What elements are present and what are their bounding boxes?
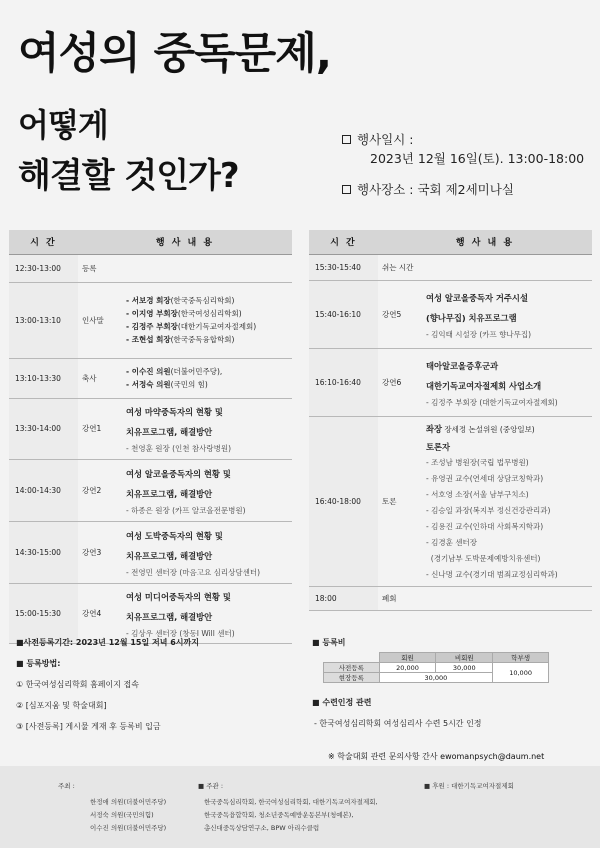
fee-row-label: 사전등록 (324, 663, 380, 673)
chair-name: 장세정 논설위원 (중앙일보) (444, 425, 535, 434)
lecture-title: 여성 미디어중독자의 현황 및 (126, 591, 231, 602)
schedule-row (309, 586, 592, 610)
panelist: - 유영권 교수(연세대 상담코칭학과) (426, 474, 544, 483)
sponsors-band (0, 766, 600, 848)
event-place: 행사장소 : 국회 제2세미나실 (342, 180, 514, 198)
lecturer: - 하종은 원장 (카프 알코올전문병원) (126, 505, 246, 515)
event-date-label: 행사일시 : (342, 130, 414, 148)
panelist: - 서호영 소장(서울 남부구치소) (426, 490, 529, 499)
schedule-time: 15:40-16:10 (309, 280, 378, 348)
lecture-title: 여성 도박중독자의 현황 및 (126, 530, 223, 541)
lecturer: - 천영훈 원장 (인천 참사랑병원) (126, 444, 232, 453)
speaker-line (126, 365, 292, 378)
lecturer: - 김정주 부회장 (대한기독교여자절제회) (426, 397, 558, 407)
panelist: - 김승일 과장(복지부 정신건강관리과) (426, 506, 551, 515)
schedule-time: 16:10-16:40 (309, 348, 378, 416)
fee-row-label: 현장등록 (324, 673, 380, 683)
registration-period: ■사전등록기간: 2023년 12월 15일 저녁 6시까지 (16, 638, 199, 647)
schedule-type: 등록 (78, 254, 122, 282)
registration-step: ① 한국여성심리학회 홈페이지 접속 (16, 680, 139, 689)
speaker-name: - 서정숙 의원 (126, 380, 171, 389)
speaker-name: - 이지영 부회장 (126, 309, 178, 318)
schedule-row (309, 416, 592, 586)
inquiry-contact: ※ 학술대회 관련 문의사항 간사 ewomanpsych@daum.net (328, 752, 545, 761)
fee-cell: 20,000 (379, 663, 436, 673)
right-schedule-table (309, 230, 592, 611)
speaker-affiliation: (국민의 힘) (170, 380, 208, 389)
schedule-time: 15:00-15:30 (9, 583, 78, 643)
registration-step: ② [심포지움 및 학술대회] (16, 701, 107, 710)
speaker-line (126, 294, 292, 307)
panelist: - 신나명 교수(경기대 범죄교정심리학과) (426, 570, 558, 579)
organizer-list: 한국중독심리학회, 한국여성심리학회, 대한기독교여자절제회, 한국중독융합학회, 청소년중독예방운동본부(청예본), 총신대중독상담연구소, BPW 아리수클럽 (204, 798, 378, 832)
schedule-type: 쉬는 시간 (378, 254, 592, 280)
schedule-time: 14:30-15:00 (9, 521, 78, 583)
lecture-title: 여성 알코올중독자 거주시설 (426, 292, 528, 303)
schedule-type: 강연4 (78, 583, 122, 643)
schedule-row (9, 358, 292, 398)
checkbox-square-icon (342, 135, 351, 144)
schedule-time: 13:00-13:10 (9, 282, 78, 358)
credit-info (312, 692, 482, 734)
speaker-name: - 서보경 회장 (126, 296, 171, 305)
speaker-line (126, 378, 292, 391)
fee-cell: 30,000 (379, 673, 493, 683)
schedule-type: 폐회 (378, 586, 592, 610)
schedule-content (122, 254, 292, 282)
schedule-type: 토론 (378, 416, 422, 586)
schedule-row (9, 521, 292, 583)
registration-step: ③ [사전등록] 게시물 게재 후 등록비 입금 (16, 722, 161, 731)
lecture-title: (향나무집) 치유프로그램 (426, 312, 517, 323)
schedule-row (309, 280, 592, 348)
schedule-type: 강연6 (378, 348, 422, 416)
header-content: 행 사 내 용 (378, 230, 592, 254)
chair-line (426, 419, 592, 440)
schedule-row (9, 459, 292, 521)
schedule-row (309, 348, 592, 416)
schedule-type: 강연1 (78, 398, 122, 459)
header-time: 시 간 (9, 230, 78, 254)
schedule-type: 축사 (78, 358, 122, 398)
fee-header: 학부생 (493, 653, 549, 663)
schedule-row (9, 398, 292, 459)
host-list: 한정애 의원(더불어민주당) 서정숙 의원(국민의힘) 이수진 의원(더불어민주당) (90, 798, 167, 832)
header-time: 시 간 (309, 230, 378, 254)
fee-header: 회원 (379, 653, 436, 663)
schedule-time: 15:30-15:40 (309, 254, 378, 280)
speaker-line (126, 333, 292, 346)
panelist: - 김용진 교수(인하대 사회복지학과) (426, 522, 544, 531)
schedule-content (422, 280, 592, 348)
lecture-title: 치유프로그램, 해결방안 (126, 611, 213, 622)
speaker-name: - 이수진 의원 (126, 367, 171, 376)
speaker-affiliation: (한국중독심리학회) (170, 296, 235, 305)
host-label: 주최 : (58, 782, 75, 790)
schedule-time: 18:00 (309, 586, 378, 610)
registration-info (16, 632, 199, 737)
schedule-type: 인사말 (78, 282, 122, 358)
lecture-title: 대한기독교여자절제회 사업소개 (426, 380, 542, 391)
event-date-value: 2023년 12월 16일(토). 13:00-18:00 (370, 151, 585, 166)
lecture-title: 여성 알코올중독자의 현황 및 (126, 468, 231, 479)
speaker-affiliation: (한국여성심리학회) (177, 309, 242, 318)
schedule-time: 16:40-18:00 (309, 416, 378, 586)
lecture-title: 치유프로그램, 해결방안 (126, 427, 213, 437)
speaker-affiliation: (대한기독교여자절제회) (177, 322, 257, 331)
lecture-title: 치유프로그램, 해결방안 (126, 550, 213, 561)
schedule-content (122, 358, 292, 398)
panelist: - 조성남 병원장(국립 법무병원) (426, 458, 529, 467)
panel-label: 토론자 (426, 442, 451, 452)
chair-label: 좌장 (426, 424, 443, 434)
lecture-title: 치유프로그램, 해결방안 (126, 488, 213, 499)
schedule-time: 13:30-14:00 (9, 398, 78, 459)
credit-text: - 한국여성심리학회 여성심리사 수련 5시간 인정 (314, 719, 482, 728)
schedule-type: 강연2 (78, 459, 122, 521)
organizer-label: ■ 주관 : (198, 782, 224, 790)
credit-label: ■ 수련인정 관련 (312, 698, 372, 707)
schedule-content (122, 282, 292, 358)
title-line-2: 어떻게 (18, 106, 108, 144)
schedule-time: 14:00-14:30 (9, 459, 78, 521)
speaker-name: - 김정주 부회장 (126, 322, 178, 331)
speaker-affiliation: (더불어민주당), (170, 367, 223, 376)
registration-method-label: ■ 등록방법: (16, 659, 61, 668)
fee-cell: 30,000 (436, 663, 493, 673)
lecturer: - 김상우 센터장 (창동I Will 센터) (126, 628, 235, 638)
schedule-content (122, 398, 292, 459)
title-line-1: 여성의 중독문제, (18, 29, 332, 79)
fee-header: 비회원 (436, 653, 493, 663)
panelist: - 김경훈 센터장 (426, 538, 477, 547)
lecture-title: 태아알코올증후군과 (426, 360, 499, 371)
schedule-type: 강연3 (78, 521, 122, 583)
schedule-time: 12:30-13:00 (9, 254, 78, 282)
fee-label: ■ 등록비 (312, 638, 346, 647)
lecture-title: 여성 마약중독자의 현황 및 (126, 407, 223, 417)
speaker-line (126, 307, 292, 320)
schedule-row (9, 282, 292, 358)
schedule-type: 강연5 (378, 280, 422, 348)
schedule-row (309, 254, 592, 280)
left-schedule-table (9, 230, 292, 644)
header-content: 행 사 내 용 (78, 230, 292, 254)
support-label: ■ 후원 : 대한기독교여자절제회 (424, 782, 514, 790)
panelist: (경기남부 도박문제예방치유센터) (426, 554, 541, 563)
fee-cell: 10,000 (493, 663, 549, 683)
title-line-3: 해결할 것인가? (18, 156, 239, 196)
fee-table (323, 652, 549, 683)
schedule-content (122, 521, 292, 583)
schedule-content (422, 416, 592, 586)
lecturer: - 김익태 시설장 (카프 향나무집) (426, 329, 532, 339)
speaker-name: - 조현섭 회장 (126, 335, 171, 344)
schedule-content (422, 348, 592, 416)
speaker-affiliation: (한국중독융합학회) (170, 335, 235, 344)
checkbox-square-icon (342, 185, 351, 194)
lecturer: - 전영민 센터장 (마음고요 심리상담센터) (126, 567, 261, 577)
schedule-row (9, 254, 292, 282)
schedule-time: 13:10-13:30 (9, 358, 78, 398)
schedule-content (122, 459, 292, 521)
speaker-line (126, 320, 292, 333)
